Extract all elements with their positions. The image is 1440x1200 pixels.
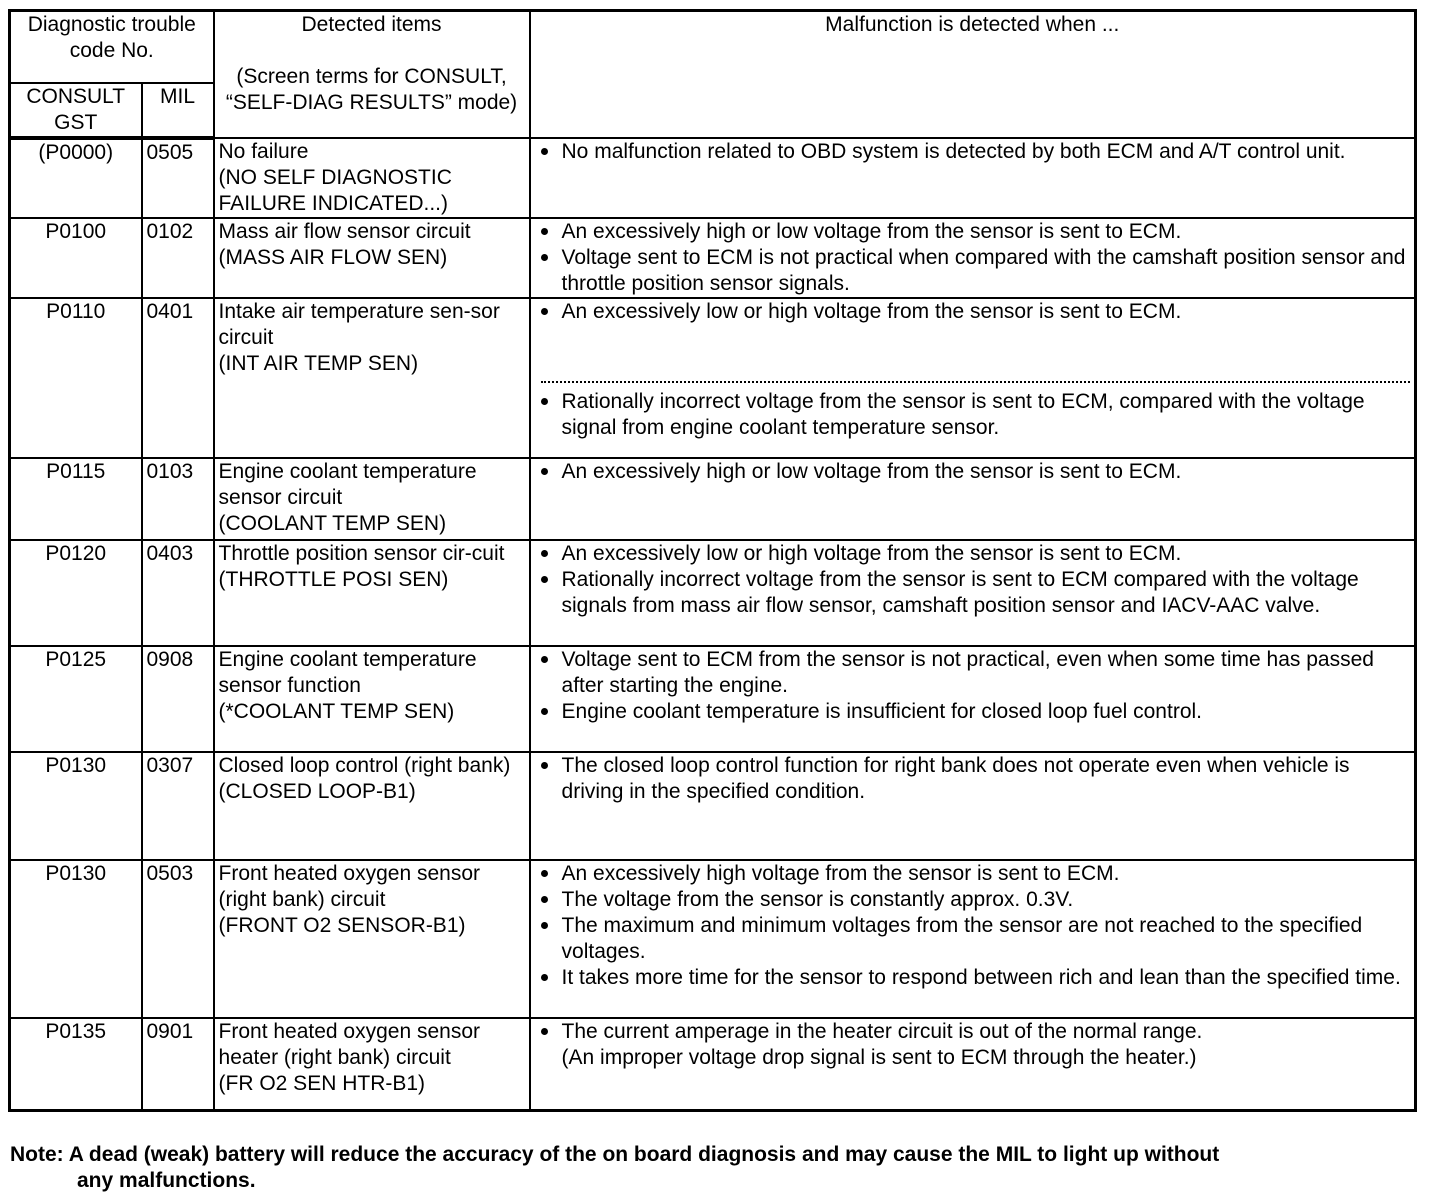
malfunction-conditions bbox=[530, 1018, 1416, 1110]
condition-item: Rationally incorrect voltage from the sensor is sent to ECM compared with the voltage signals from mass air flow sensor, camshaft position sensor and IACV-AAC valve. bbox=[535, 567, 1411, 619]
footnote-line-1: Note: A dead (weak) battery will reduce the accuracy of the on board diagnosis and may cause the MIL to light up without bbox=[10, 1143, 1220, 1166]
condition-item: No malfunction related to OBD system is detected by both ECM and A/T control unit. bbox=[535, 139, 1411, 165]
condition-item: An excessively high or low voltage from the sensor is sent to ECM. bbox=[535, 219, 1411, 245]
screen-term: (THROTTLE POSI SEN) bbox=[218, 568, 449, 591]
header-mil: MIL bbox=[142, 83, 214, 138]
item-name: Mass air flow sensor circuit bbox=[218, 220, 471, 243]
header-detected-subtitle: (Screen terms for CONSULT, “SELF-DIAG RESULTS” mode) bbox=[225, 65, 518, 114]
table-row bbox=[10, 218, 1416, 298]
dotted-divider bbox=[541, 381, 1411, 383]
table-row bbox=[10, 646, 1416, 752]
item-name: Front heated oxygen sensor heater (right bank) circuit bbox=[218, 1020, 481, 1069]
footnote bbox=[10, 1142, 1420, 1194]
screen-term: (INT AIR TEMP SEN) bbox=[218, 352, 419, 375]
condition-item: Voltage sent to ECM from the sensor is not practical, even when some time has passed after starting the engine. bbox=[535, 647, 1411, 699]
condition-item: The closed loop control function for right bank does not operate even when vehicle is driving in the specified condition. bbox=[535, 753, 1411, 805]
screen-term: (FR O2 SEN HTR-B1) bbox=[218, 1072, 426, 1095]
consult-code: P0130 bbox=[10, 752, 142, 860]
screen-term: (*COOLANT TEMP SEN) bbox=[218, 700, 455, 723]
consult-code: P0120 bbox=[10, 540, 142, 646]
table-row bbox=[10, 540, 1416, 646]
mil-code: 0103 bbox=[142, 458, 214, 540]
malfunction-conditions bbox=[530, 298, 1416, 458]
consult-code: P0100 bbox=[10, 218, 142, 298]
header-diagnostic-code: Diagnostic trouble code No. bbox=[10, 11, 214, 84]
mil-code: 0901 bbox=[142, 1018, 214, 1110]
detected-item bbox=[214, 540, 530, 646]
item-name: Engine coolant temperature sensor function bbox=[218, 648, 477, 697]
consult-code: P0110 bbox=[10, 298, 142, 458]
table-row bbox=[10, 138, 1416, 218]
dtc-table bbox=[8, 9, 1417, 1112]
malfunction-conditions bbox=[530, 752, 1416, 860]
condition-item: Rationally incorrect voltage from the sensor is sent to ECM, compared with the voltage signal from engine coolant temperature sensor. bbox=[535, 389, 1411, 441]
table-row bbox=[10, 860, 1416, 1018]
item-name: Throttle position sensor cir-cuit bbox=[218, 542, 505, 565]
consult-code: P0130 bbox=[10, 860, 142, 1018]
item-name: Closed loop control (right bank) bbox=[218, 754, 511, 777]
item-name: Front heated oxygen sensor (right bank) circuit bbox=[218, 862, 481, 911]
condition-item: An excessively high voltage from the sensor is sent to ECM. bbox=[535, 861, 1411, 887]
mil-code: 0102 bbox=[142, 218, 214, 298]
condition-item: The maximum and minimum voltages from the sensor are not reached to the specified voltages. bbox=[535, 913, 1411, 965]
item-name: No failure bbox=[218, 140, 309, 163]
condition-item: It takes more time for the sensor to respond between rich and lean than the specified time. bbox=[535, 965, 1411, 991]
detected-item bbox=[214, 646, 530, 752]
detected-item bbox=[214, 458, 530, 540]
mil-code: 0503 bbox=[142, 860, 214, 1018]
mil-code: 0908 bbox=[142, 646, 214, 752]
condition-item: The voltage from the sensor is constantly approx. 0.3V. bbox=[535, 887, 1411, 913]
condition-item: An excessively low or high voltage from the sensor is sent to ECM. bbox=[535, 299, 1411, 325]
header-consult-gst: CONSULT GST bbox=[10, 83, 142, 138]
table-row bbox=[10, 458, 1416, 540]
condition-item: Voltage sent to ECM is not practical when compared with the camshaft position sensor and throttle position sensor signals. bbox=[535, 245, 1411, 297]
item-name: Engine coolant temperature sensor circuit bbox=[218, 460, 477, 509]
consult-code: P0125 bbox=[10, 646, 142, 752]
mil-code: 0307 bbox=[142, 752, 214, 860]
mil-code: 0403 bbox=[142, 540, 214, 646]
detected-item bbox=[214, 1018, 530, 1110]
footnote-line-2: any malfunctions. bbox=[77, 1169, 256, 1192]
detected-item bbox=[214, 138, 530, 218]
condition-item: An excessively low or high voltage from the sensor is sent to ECM. bbox=[535, 541, 1411, 567]
detected-item bbox=[214, 218, 530, 298]
malfunction-conditions bbox=[530, 218, 1416, 298]
item-name: Intake air temperature sen-sor circuit bbox=[218, 300, 500, 349]
screen-term: (FRONT O2 SENSOR-B1) bbox=[218, 914, 466, 937]
consult-code: P0115 bbox=[10, 458, 142, 540]
condition-item: The current amperage in the heater circuit is out of the normal range. bbox=[535, 1019, 1411, 1045]
condition-item: Engine coolant temperature is insufficient for closed loop fuel control. bbox=[535, 699, 1411, 725]
detected-item bbox=[214, 752, 530, 860]
screen-term: (NO SELF DIAGNOSTIC FAILURE INDICATED...) bbox=[218, 166, 452, 215]
mil-code: 0401 bbox=[142, 298, 214, 458]
table-row bbox=[10, 1018, 1416, 1110]
consult-code: P0135 bbox=[10, 1018, 142, 1110]
malfunction-conditions bbox=[530, 458, 1416, 540]
screen-term: (MASS AIR FLOW SEN) bbox=[218, 246, 448, 269]
detected-item bbox=[214, 860, 530, 1018]
table-row bbox=[10, 752, 1416, 860]
header-detected-items bbox=[214, 11, 530, 139]
screen-term: (COOLANT TEMP SEN) bbox=[218, 512, 447, 535]
malfunction-conditions bbox=[530, 138, 1416, 218]
condition-note: (An improper voltage drop signal is sent to ECM through the heater.) bbox=[561, 1046, 1197, 1069]
detected-item bbox=[214, 298, 530, 458]
malfunction-conditions bbox=[530, 860, 1416, 1018]
condition-item: An excessively high or low voltage from the sensor is sent to ECM. bbox=[535, 459, 1411, 485]
table-row bbox=[10, 298, 1416, 458]
screen-term: (CLOSED LOOP-B1) bbox=[218, 780, 416, 803]
header-detected-title: Detected items bbox=[301, 13, 442, 36]
malfunction-conditions bbox=[530, 646, 1416, 752]
header-malfunction: Malfunction is detected when ... bbox=[530, 11, 1416, 139]
mil-code: 0505 bbox=[142, 138, 214, 218]
malfunction-conditions bbox=[530, 540, 1416, 646]
consult-code: (P0000) bbox=[10, 138, 142, 218]
